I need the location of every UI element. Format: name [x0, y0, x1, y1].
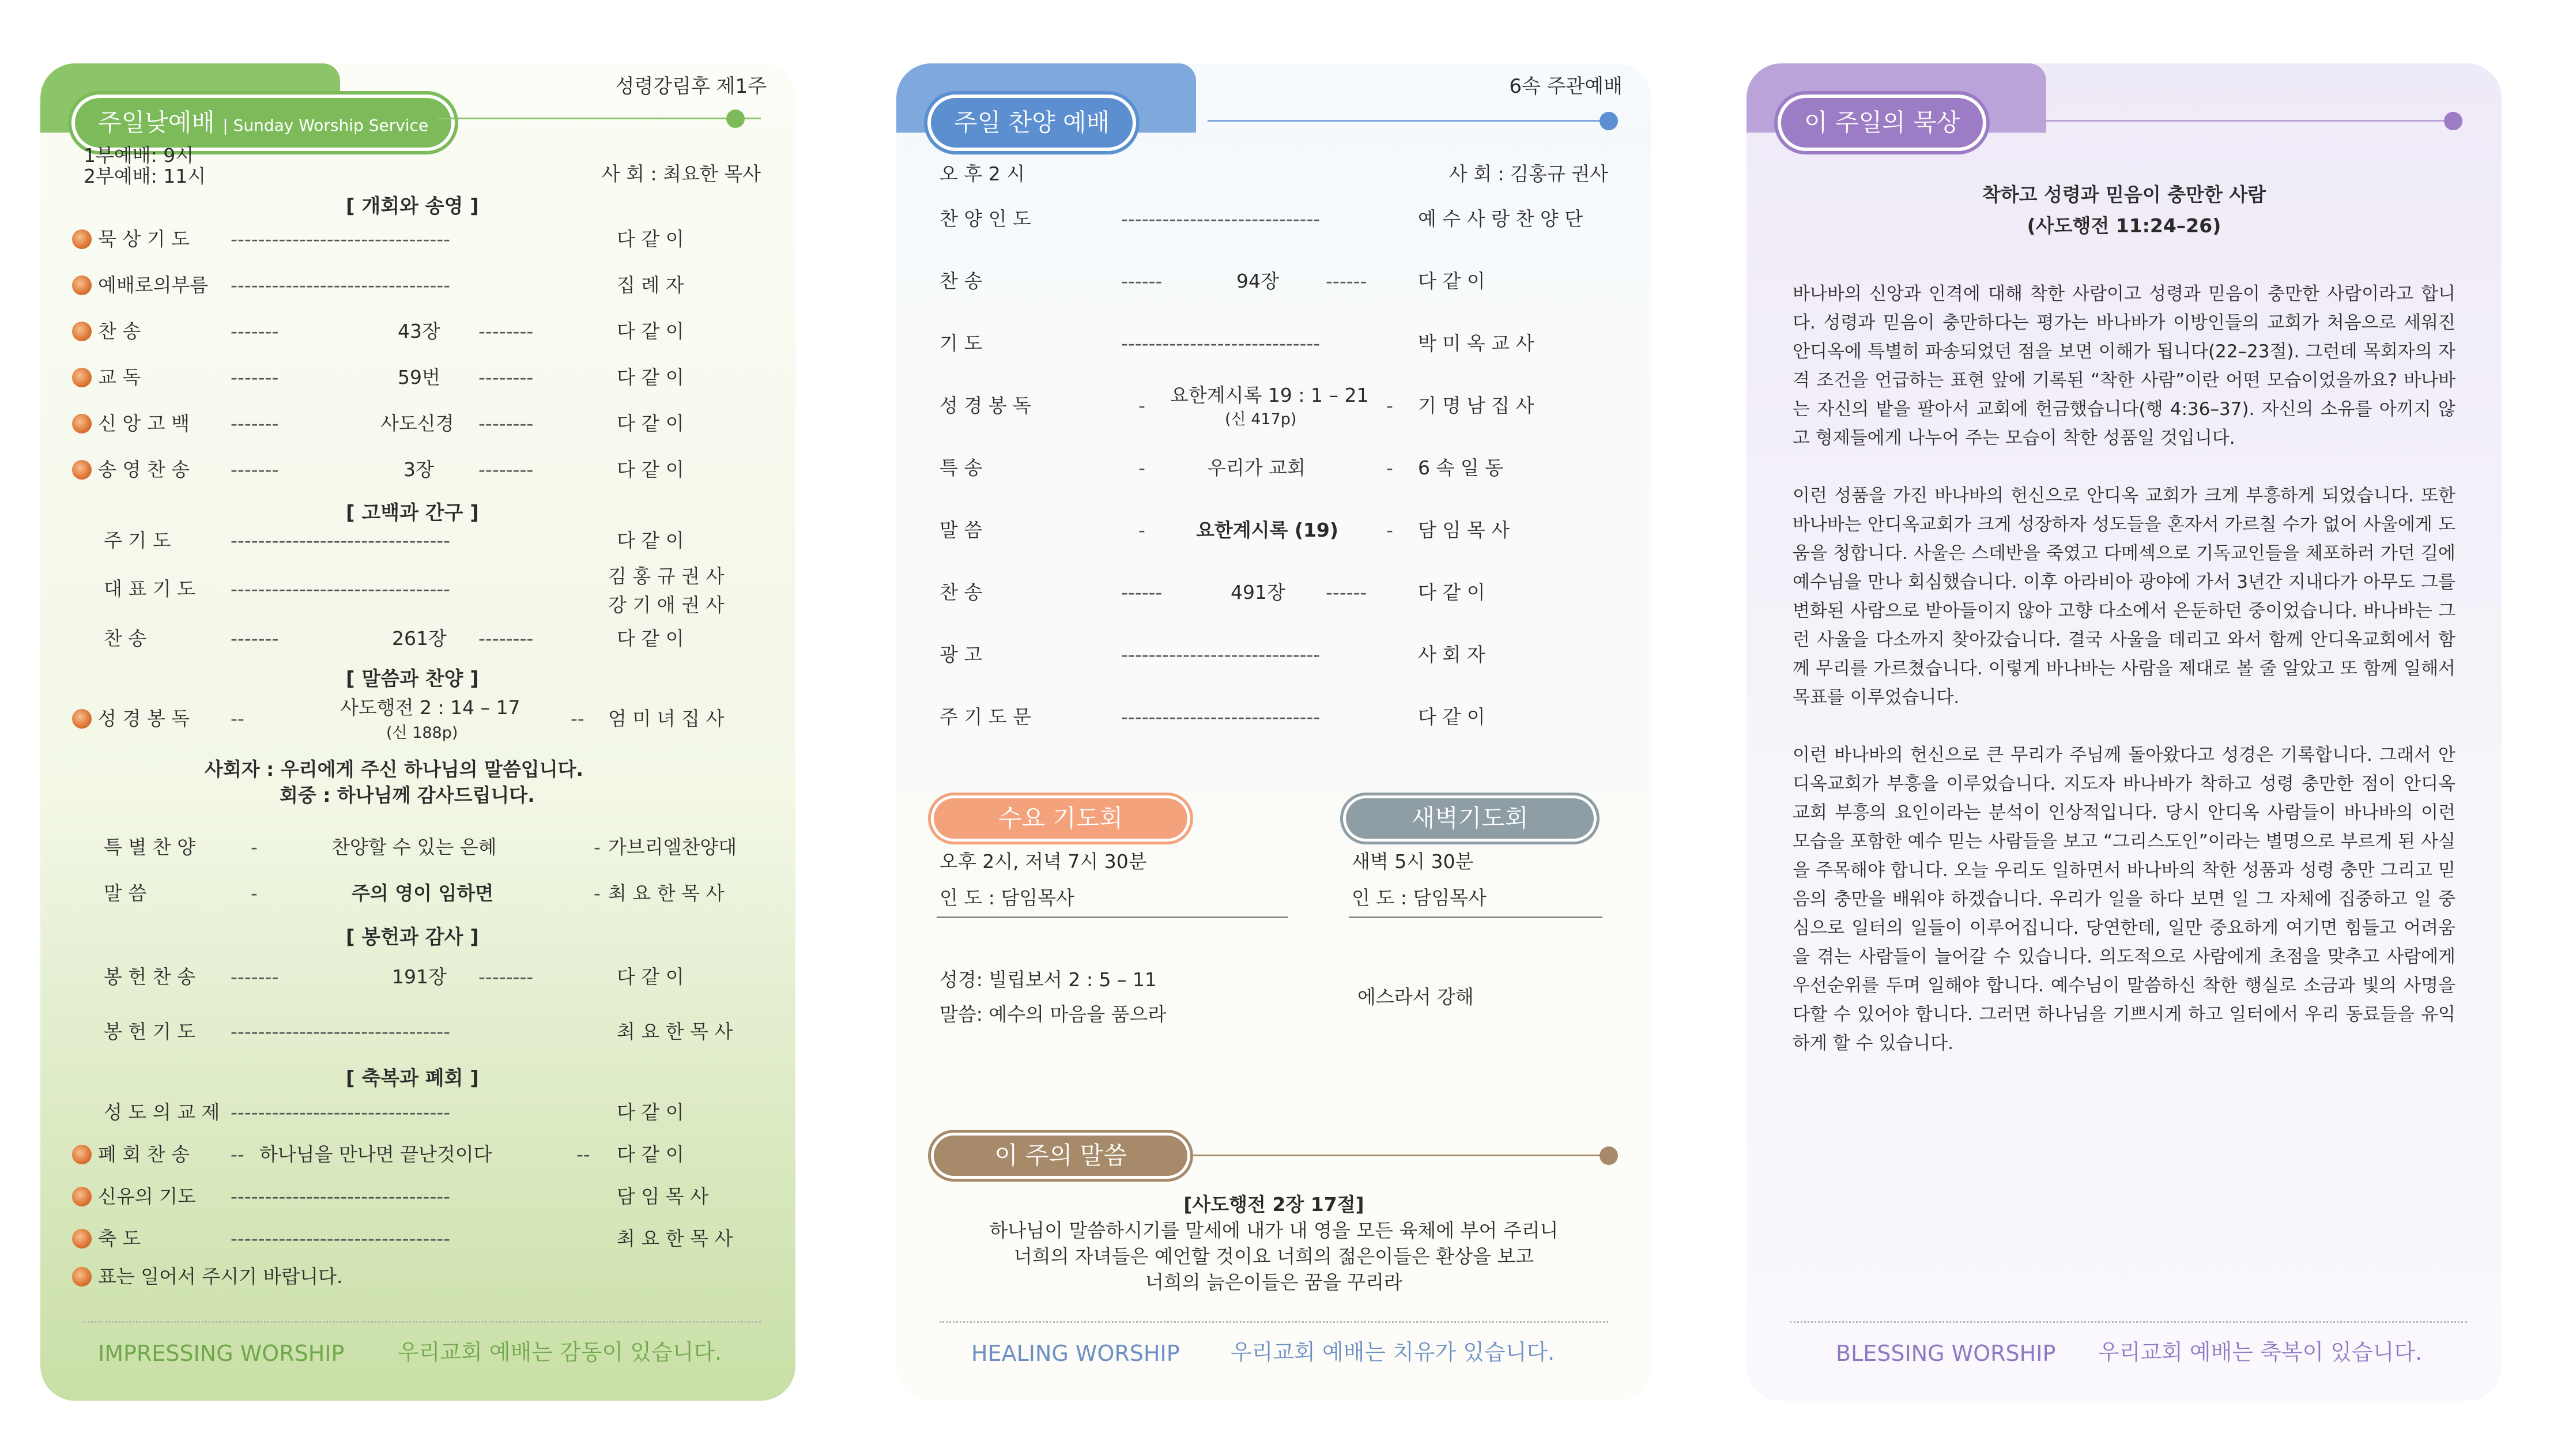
leader-dashes: --	[231, 707, 244, 730]
order-item: 기 도	[940, 332, 983, 354]
verse-line-1: 하나님이 말씀하시기를 말세에 내가 내 영을 모든 육체에 부어 주리니	[989, 1219, 1559, 1242]
order-person: 박 미 옥 교 사	[1418, 332, 1534, 354]
leader-dashes: --------------------------------	[231, 1185, 451, 1208]
order-item: 주 기 도 문	[940, 706, 1031, 728]
verse-title: 이 주의 말씀	[934, 1136, 1187, 1176]
order-person: 다 같 이	[617, 627, 684, 650]
section-opening: [ 개회와 송영 ]	[346, 195, 479, 218]
bullet-icon	[72, 322, 92, 341]
scripture-page: (신 417p)	[1225, 410, 1297, 428]
sermon-title: 주의 영이 임하면	[352, 882, 494, 904]
leader-dashes: --------------------------------	[231, 1020, 451, 1043]
header-title: 주일낮예배	[98, 108, 215, 137]
bullet-icon	[72, 709, 92, 729]
order-item: 송 영 찬 송	[98, 458, 190, 481]
leader-dashes: --	[576, 1143, 590, 1165]
order-item: 신 앙 고 백	[98, 412, 190, 435]
order-item: 교 독	[98, 366, 141, 388]
order-detail: 59번	[398, 366, 440, 388]
order-person: 예 수 사 랑 찬 양 단	[1418, 208, 1583, 230]
header-dot	[1600, 112, 1618, 130]
order-person: 다 같 이	[1418, 270, 1485, 292]
leader-dashes: -	[1386, 519, 1393, 541]
scripture-page: (신 188p)	[386, 724, 458, 742]
meditation-reference: (사도행전 11:24–26)	[2027, 214, 2221, 237]
sunday-worship-panel	[40, 63, 795, 1401]
sermon-title: 요한계시록 (19)	[1196, 519, 1338, 541]
bullet-icon	[72, 1229, 92, 1248]
scripture-ref: 요한계시록 19 : 1 – 21	[1170, 384, 1369, 406]
special-music: 찬양할 수 있는 은혜	[331, 836, 497, 858]
order-person: 집 례 자	[617, 274, 684, 296]
order-item: 말 씀	[940, 519, 983, 541]
footer-korean: 우리교회 예배는 축복이 있습니다.	[2098, 1340, 2423, 1365]
dawn-prayer-title: 새벽기도회	[1346, 798, 1594, 839]
order-person: 다 같 이	[617, 366, 684, 388]
leader-dashes: -------	[231, 627, 279, 650]
order-item: 특 별 찬 양	[104, 836, 195, 858]
leader-dashes: --------	[478, 320, 534, 342]
service-time: 오 후 2 시	[940, 163, 1025, 185]
order-item: 폐 회 찬 송	[98, 1143, 190, 1165]
wednesday-time: 오후 2시, 저녁 7시 30분	[940, 850, 1147, 873]
order-item: 축 도	[98, 1227, 141, 1250]
header-rule	[1208, 120, 1605, 122]
verse-line-2: 너희의 자녀들은 예언할 것이요 너희의 젊은이들은 환상을 보고	[1013, 1245, 1534, 1268]
leader-dashes: --------	[478, 412, 534, 435]
wednesday-leader: 인 도 : 담임목사	[940, 887, 1074, 909]
responsive-leader: 사회자 : 우리에게 주신 하나님의 말씀입니다.	[205, 758, 583, 780]
bullet-icon	[72, 414, 92, 433]
praise-worship-panel	[896, 63, 1651, 1401]
order-person: 다 같 이	[617, 529, 684, 552]
order-person: 사 회 자	[1418, 643, 1485, 666]
leader-dashes: -	[251, 882, 258, 904]
leader-dashes: --------	[478, 627, 534, 650]
responsive-congregation: 회중 : 하나님께 감사드립니다.	[280, 784, 535, 806]
leader-dashes: --------------------------------	[231, 1101, 451, 1123]
order-person: 다 같 이	[1418, 581, 1485, 603]
order-person: 담 임 목 사	[1418, 519, 1510, 541]
wednesday-sermon: 말씀: 예수의 마음을 품으라	[940, 1003, 1167, 1025]
order-item: 찬 양 인 도	[940, 208, 1031, 230]
bullet-icon	[72, 368, 92, 387]
order-person: 최 요 한 목 사	[608, 882, 725, 904]
section-word: [ 말씀과 찬양 ]	[346, 667, 479, 691]
order-detail: 191장	[392, 965, 447, 988]
order-person-2: 강 기 애 권 사	[608, 594, 725, 616]
order-item: 성 도 의 교 제	[104, 1101, 220, 1123]
bullet-icon	[72, 276, 92, 295]
wednesday-scripture: 성경: 빌립보서 2 : 5 – 11	[940, 968, 1157, 991]
leader-dashes: -------	[231, 458, 279, 481]
order-person: 기 명 남 집 사	[1418, 394, 1534, 417]
footer-english: BLESSING WORSHIP	[1836, 1341, 2056, 1366]
leader-dashes: -	[1138, 519, 1145, 541]
section-offering: [ 봉헌과 감사 ]	[346, 926, 479, 949]
dawn-note: 에스라서 강해	[1357, 986, 1474, 1008]
leader-dashes: --------------------------------	[231, 228, 451, 250]
order-detail: 사도신경	[380, 412, 454, 435]
section-benediction: [ 축복과 폐회 ]	[346, 1067, 479, 1090]
order-person: 다 같 이	[617, 228, 684, 250]
leader-dashes: ------	[1326, 581, 1367, 603]
order-person: 다 같 이	[617, 1143, 684, 1165]
footer-divider	[1790, 1321, 2467, 1323]
leader-dashes: -------	[231, 412, 279, 435]
order-person: 담 임 목 사	[617, 1185, 708, 1208]
order-item: 성 경 봉 독	[940, 394, 1031, 417]
leader-dashes: --------	[478, 366, 534, 388]
order-person: 가브리엘찬양대	[608, 836, 737, 858]
header-rule	[438, 118, 761, 119]
leader-dashes: -	[1386, 457, 1393, 479]
presider: 사 회 : 김홍규 권사	[1448, 163, 1608, 185]
order-person: 다 같 이	[617, 1101, 684, 1123]
header-dot	[2444, 112, 2462, 130]
order-person: 다 같 이	[617, 412, 684, 435]
leader-dashes: -----------------------------	[1121, 332, 1321, 354]
leader-dashes: --	[571, 707, 584, 730]
leader-dashes: ------	[1326, 270, 1367, 292]
leader-dashes: -----------------------------	[1121, 208, 1321, 230]
liturgical-week: 성령강림후 제1주	[615, 75, 767, 98]
section-header	[75, 98, 451, 148]
order-person: 최 요 한 목 사	[617, 1020, 733, 1043]
bullet-icon	[72, 1145, 92, 1164]
order-item: 광 고	[940, 643, 983, 666]
order-item: 찬 송	[940, 270, 983, 292]
order-item: 예배로의부름	[98, 274, 209, 296]
leader-dashes: --	[231, 1143, 244, 1165]
header-dot	[726, 110, 745, 128]
footer-english: HEALING WORSHIP	[971, 1341, 1180, 1366]
meditation-panel	[1746, 63, 2502, 1401]
order-person: 6 속 일 동	[1418, 457, 1504, 479]
leader-dashes: ------	[1121, 581, 1163, 603]
leader-dashes: -------	[231, 366, 279, 388]
dawn-time: 새벽 5시 30분	[1352, 850, 1474, 873]
service-time-1: 1부예배: 9시	[84, 144, 194, 167]
leader-dashes: -	[251, 836, 258, 858]
verse-rule	[1193, 1155, 1608, 1156]
order-item: 특 송	[940, 457, 983, 479]
bullet-icon	[72, 460, 92, 480]
meditation-title: 착하고 성령과 믿음이 충만한 사람	[1982, 183, 2266, 206]
header-subtitle: | Sunday Worship Service	[222, 116, 429, 135]
bullet-icon	[72, 1187, 92, 1206]
bullet-icon	[72, 229, 92, 249]
order-item: 봉 헌 기 도	[104, 1020, 195, 1043]
scripture-ref: 사도행전 2 : 14 – 17	[340, 696, 520, 719]
footer-english: IMPRESSING WORSHIP	[98, 1341, 345, 1366]
leader-dashes: --------------------------------	[231, 578, 451, 600]
standing-note: 표는 일어서 주시기 바랍니다.	[98, 1265, 343, 1288]
wednesday-underline	[937, 916, 1288, 918]
section-header: 주일 찬양 예배	[931, 98, 1133, 148]
order-detail: 261장	[392, 627, 447, 650]
order-item: 찬 송	[104, 627, 147, 650]
order-item: 봉 헌 찬 송	[104, 965, 195, 988]
leader-dashes: -----------------------------	[1121, 706, 1321, 728]
order-item: 주 기 도	[104, 529, 171, 552]
verse-dot	[1600, 1146, 1618, 1165]
footer-divider	[940, 1321, 1608, 1323]
order-detail: 3장	[403, 458, 434, 481]
leader-dashes: -	[594, 836, 601, 858]
order-detail: 491장	[1231, 581, 1285, 603]
section-confession: [ 고백과 간구 ]	[346, 501, 479, 525]
order-item: 찬 송	[98, 320, 141, 342]
leader-dashes: --------	[478, 458, 534, 481]
footer-korean: 우리교회 예배는 감동이 있습니다.	[398, 1340, 722, 1365]
wednesday-prayer-title: 수요 기도회	[934, 798, 1187, 839]
order-item: 성 경 봉 독	[98, 707, 190, 730]
order-person: 다 같 이	[617, 965, 684, 988]
leader-dashes: -----------------------------	[1121, 643, 1321, 666]
leader-dashes: --------------------------------	[231, 529, 451, 552]
order-detail: 43장	[398, 320, 440, 342]
order-item: 묵 상 기 도	[98, 228, 190, 250]
order-item: 말 씀	[104, 882, 147, 904]
leader-dashes: ------	[1121, 270, 1163, 292]
closing-hymn: 하나님을 만나면 끝난것이다	[259, 1143, 492, 1165]
verse-line-3: 너희의 늙은이들은 꿈을 꾸리라	[1145, 1271, 1402, 1293]
leader-dashes: -------	[231, 320, 279, 342]
order-person: 다 같 이	[1418, 706, 1485, 728]
footer-korean: 우리교회 예배는 치유가 있습니다.	[1231, 1340, 1555, 1365]
dawn-underline	[1349, 916, 1602, 918]
leader-dashes: --------------------------------	[231, 274, 451, 296]
header-rule	[2035, 120, 2450, 122]
order-person: 다 같 이	[617, 320, 684, 342]
meditation-body	[1793, 280, 2455, 1087]
order-item: 신유의 기도	[98, 1185, 196, 1208]
order-item: 대 표 기 도	[104, 578, 195, 600]
leader-dashes: -	[1386, 394, 1393, 417]
verse-reference: [사도행전 2장 17절]	[1183, 1193, 1364, 1216]
order-person: 김 홍 규 권 사	[608, 565, 725, 587]
presider: 사 회 : 최요한 목사	[601, 163, 761, 185]
paragraph: 이런 성품을 가진 바나바의 헌신으로 안디옥 교회가 크게 부흥하게 되었습니다. 또한 바나바는 안디옥교회가 크게 성장하자 성도들을 혼자서 가르칠 수가 없어 사울에게 도움을 청합니다. 사울은 스데반을 죽였고 다메섹으로 기독교인들을 체포하러 가던 길에 예수님을 만나 회심했습니다. 이후 아라비아 광야에 가서 3년간 지내다가 아무도 그를 변화된 사람으로 받아들이지 않아 고향 다소에서 은둔하던 중이었습니다. 바나바는 그런 사울을 다소까지 찾아갔습니다. 결국 사울을 데리고 와서 함께 안디옥교회에서 함께 무리를 가르쳤습니다. 이렇게 바나바는 사람을 제대로 볼 줄 알았고 또 함께 일해서 목표를 이루었습니다.	[1793, 485, 2455, 708]
leader-dashes: -------	[231, 965, 279, 988]
host-group: 6속 주관예배	[1509, 75, 1623, 98]
leader-dashes: --------	[478, 965, 534, 988]
leader-dashes: --------------------------------	[231, 1227, 451, 1250]
leader-dashes: -	[1138, 457, 1145, 479]
leader-dashes: -	[594, 882, 601, 904]
leader-dashes: -	[1138, 394, 1145, 417]
section-header: 이 주일의 묵상	[1781, 98, 1983, 148]
paragraph: 바나바의 신앙과 인격에 대해 착한 사람이고 성령과 믿음이 충만한 사람이라고 합니다. 성령과 믿음이 충만하다는 평가는 바나바가 이방인들의 교회가 처음으로 세워진 안디옥에 특별히 파송되었던 점을 보면 이해가 됩니다(22–23절). 그런데 목회자의 자격 조건을 언급하는 표현 앞에 기록된 “착한 사람”이란 어떤 모습이었을까요? 바나바는 자신의 밭을 팔아서 교회에 헌금했습니다(행 4:36–37). 자신의 소유를 아끼지 않고 형제들에게 나누어 주는 모습이 착한 성품일 것입니다.	[1793, 284, 2455, 448]
bullet-icon	[72, 1267, 92, 1287]
order-person: 엄 미 녀 집 사	[608, 707, 725, 730]
service-time-2: 2부예배: 11시	[84, 165, 206, 187]
order-person: 최 요 한 목 사	[617, 1227, 733, 1250]
special-music: 우리가 교회	[1208, 457, 1306, 479]
paragraph: 이런 바나바의 헌신으로 큰 무리가 주님께 돌아왔다고 성경은 기록합니다. 그래서 안디옥교회가 부흥을 이루었습니다. 지도자 바나바가 착하고 성령 충만한 점이 안디옥 교회 부흥의 요인이라는 분석이 인상적입니다. 당시 안디옥 사람들이 바나바의 이런 모습을 포함한 예수 믿는 사람들을 보고 “그리스도인”이라는 별명으로 부르게 된 사실을 주목해야 합니다. 오늘 우리도 일하면서 바나바의 착한 성품과 성령 충만 그리고 믿음의 충만을 배워야 하겠습니다. 우리가 일을 하다 보면 일 그 자체에 집중하고 일 중심으로 일터의 일들이 이루어집니다. 당연한데, 일만 중요하게 여기면 힘들고 어려움을 겪는 사람들이 늘어갈 수 있습니다. 의도적으로 사람에게 초점을 맞추고 사람에게 우선순위를 두며 일해야 합니다. 예수님이 말씀하신 착한 행실로 소금과 빛의 사명을 다할 수 있어야 합니다. 그러면 하나님을 기쁘시게 하고 일터에서 우리 동료들을 유익하게 할 수 있습니다.	[1793, 745, 2455, 1054]
order-person: 다 같 이	[617, 458, 684, 481]
footer-divider	[84, 1321, 761, 1323]
order-item: 찬 송	[940, 581, 983, 603]
dawn-leader: 인 도 : 담임목사	[1352, 887, 1487, 909]
order-detail: 94장	[1236, 270, 1279, 292]
